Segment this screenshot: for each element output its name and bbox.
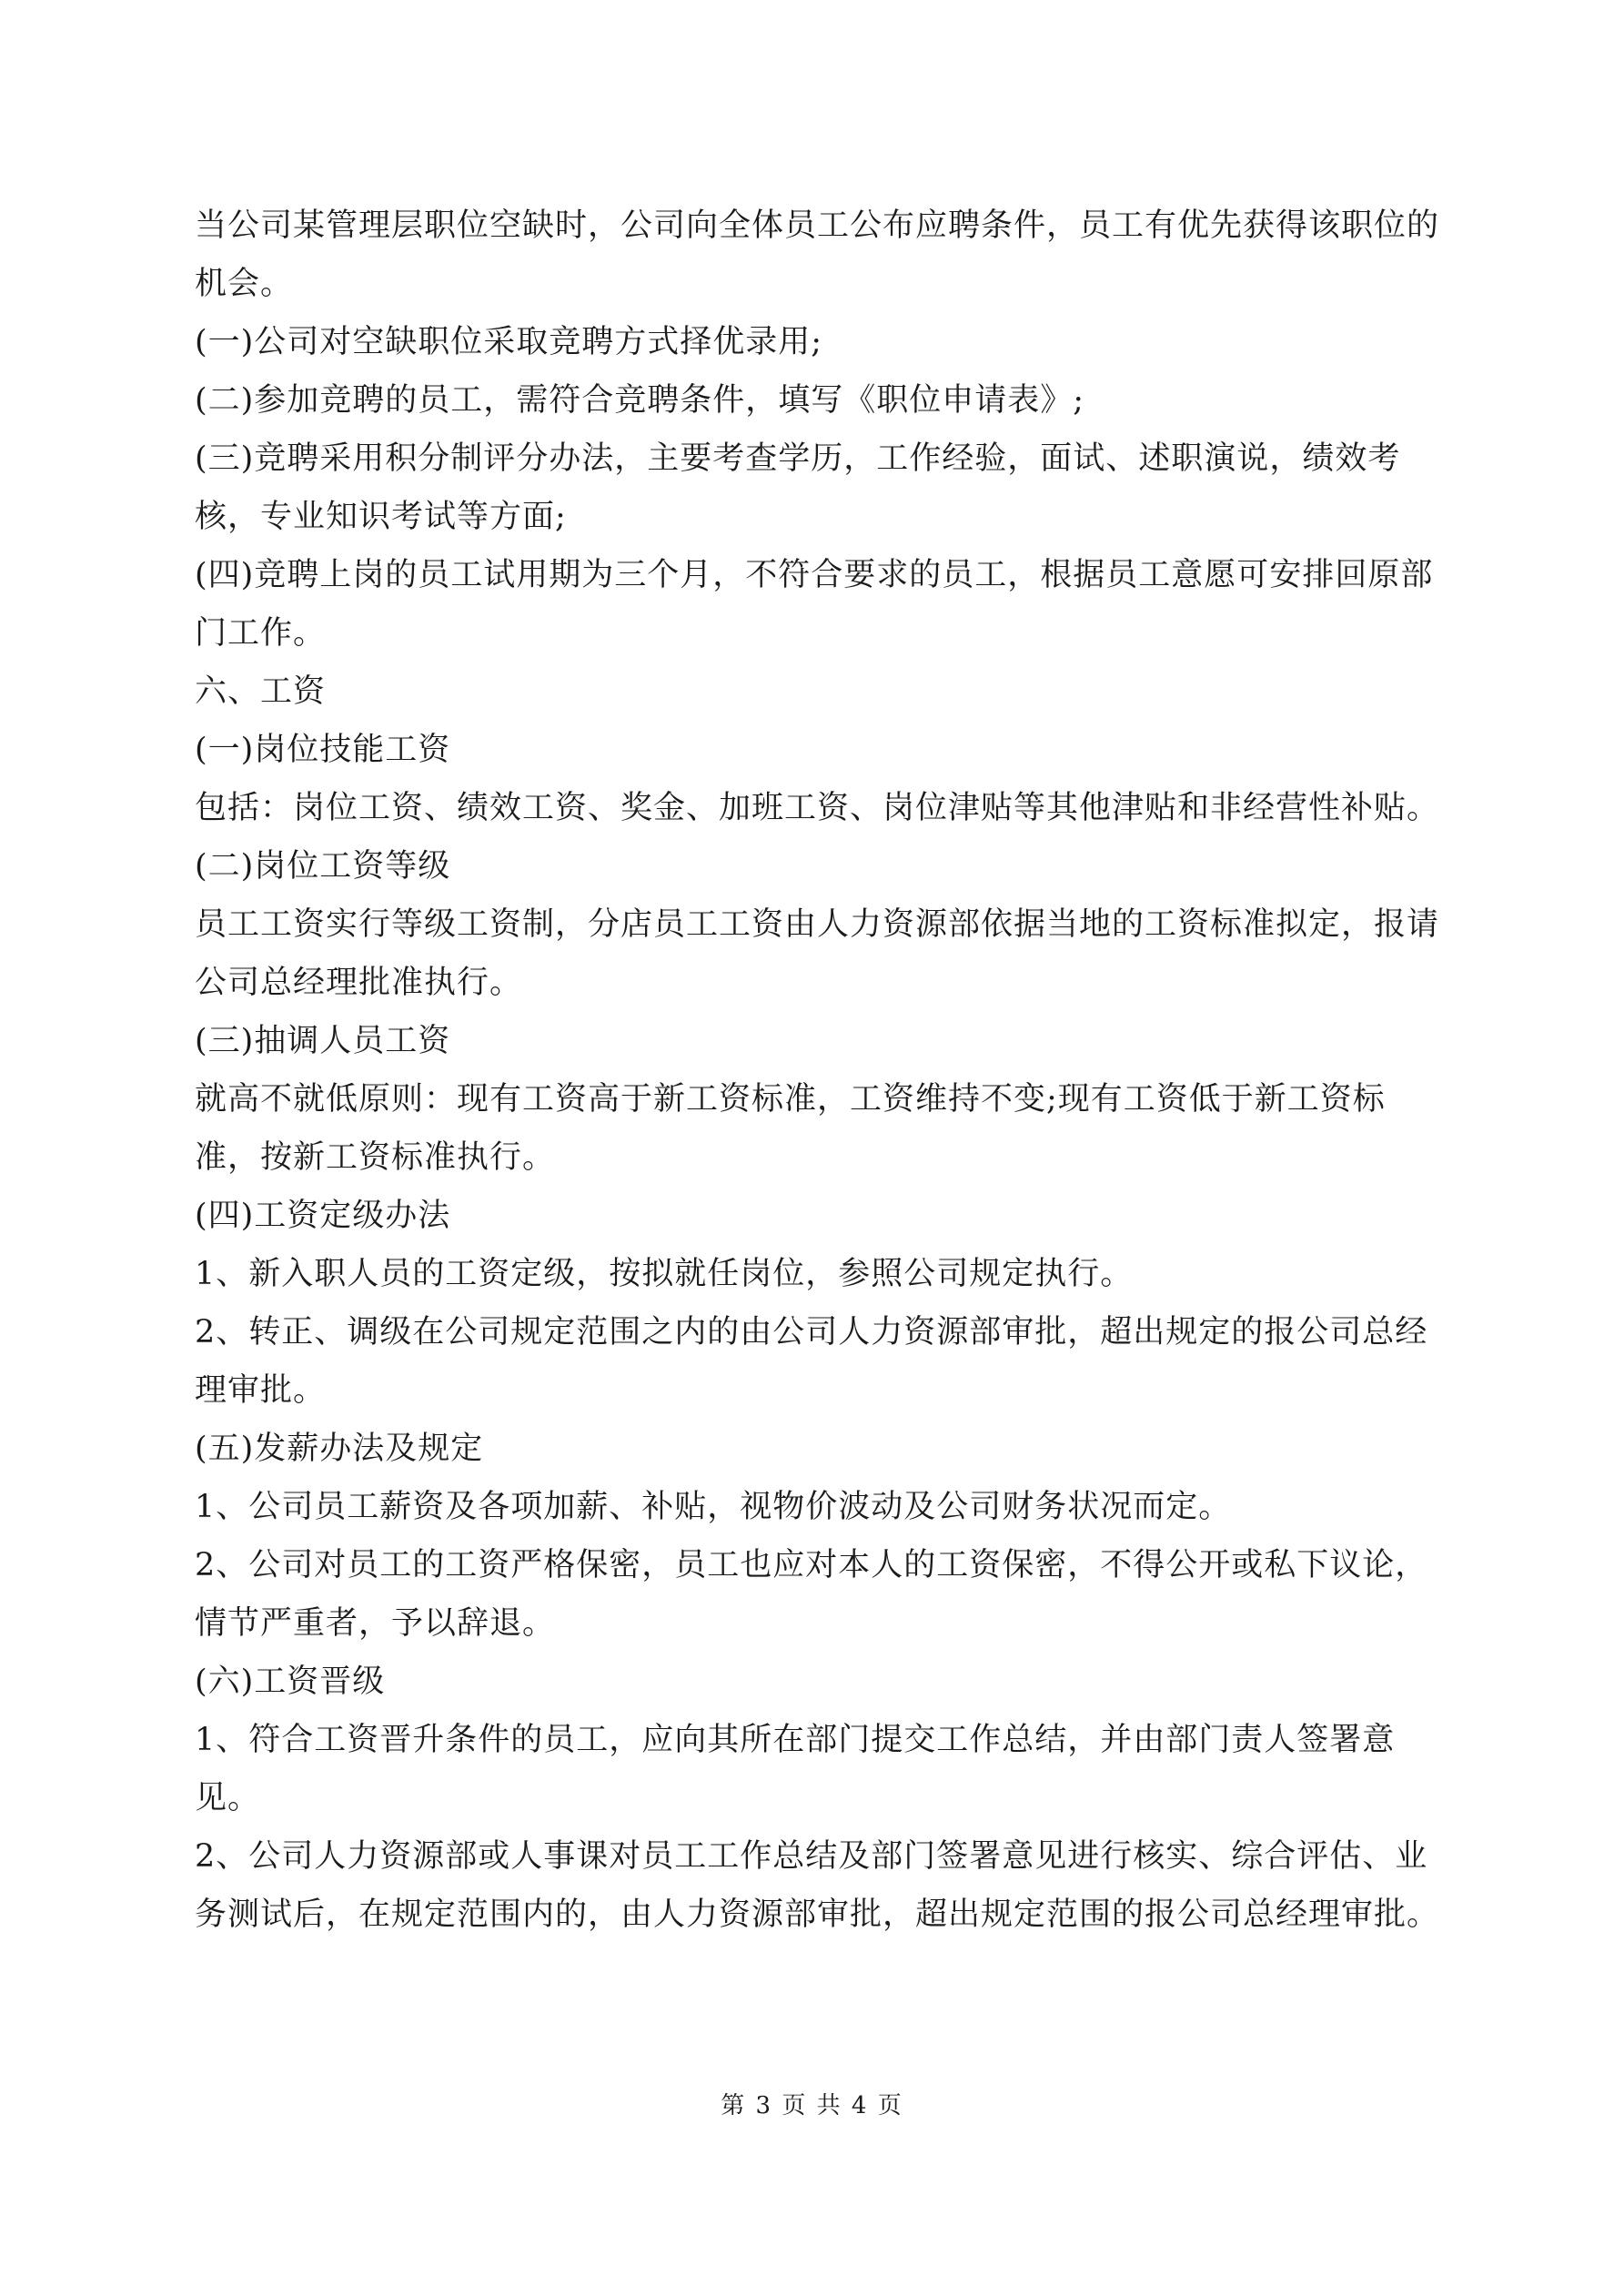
page-number-footer: 第 3 页 共 4 页: [721, 2092, 903, 2119]
list-item: 2、转正、调级在公司规定范围之内的由公司人力资源部审批，超出规定的报公司总经理审批。: [195, 1314, 1428, 1409]
body-paragraph: 当公司某管理层职位空缺时，公司向全体员工公布应聘条件，员工有优先获得该职位的机会。: [195, 207, 1440, 302]
body-paragraph: 员工工资实行等级工资制，分店员工工资由人力资源部依据当地的工资标准拟定，报请公司总经理批准执行。: [195, 906, 1440, 1001]
body-paragraph: 包括：岗位工资、绩效工资、奖金、加班工资、岗位津贴等其他津贴和非经营性补贴。: [195, 790, 1440, 826]
list-item: (二)参加竞聘的员工，需符合竞聘条件，填写《职位申请表》;: [195, 382, 1085, 419]
document-body: [195, 197, 1446, 1944]
list-item: (一)公司对空缺职位采取竞聘方式择优录用;: [195, 324, 823, 360]
subsection-heading: (五)发薪办法及规定: [195, 1431, 484, 1467]
list-item: 1、公司员工薪资及各项加薪、补贴，视物价波动及公司财务状况而定。: [195, 1489, 1232, 1525]
list-item: (三)竞聘采用积分制评分办法，主要考查学历，工作经验，面试、述职演说，绩效考核，专业知识考试等方面;: [195, 440, 1401, 535]
list-item: 2、公司对员工的工资严格保密，员工也应对本人的工资保密，不得公开或私下议论，情节严重者，予以辞退。: [195, 1547, 1428, 1642]
list-item: 2、公司人力资源部或人事课对员工工作总结及部门签署意见进行核实、综合评估、业务测试后，在规定范围内的，由人力资源部审批，超出规定范围的报公司总经理审批。: [195, 1838, 1440, 1933]
list-item: (四)竞聘上岗的员工试用期为三个月，不符合要求的员工，根据员工意愿可安排回原部门工作。: [195, 557, 1434, 652]
subsection-heading: (一)岗位技能工资: [195, 732, 451, 768]
list-item: 1、新入职人员的工资定级，按拟就任岗位，参照公司规定执行。: [195, 1256, 1134, 1292]
body-paragraph: 就高不就低原则：现有工资高于新工资标准，工资维持不变;现有工资低于新工资标准，按新工资标准执行。: [195, 1081, 1386, 1176]
subsection-heading: (四)工资定级办法: [195, 1198, 451, 1234]
section-heading: 六、工资: [195, 673, 327, 710]
list-item: 1、符合工资晋升条件的员工，应向其所在部门提交工作总结，并由部门责人签署意见。: [195, 1722, 1396, 1816]
subsection-heading: (二)岗位工资等级: [195, 848, 451, 885]
subsection-heading: (三)抽调人员工资: [195, 1023, 451, 1059]
subsection-heading: (六)工资晋级: [195, 1664, 386, 1700]
